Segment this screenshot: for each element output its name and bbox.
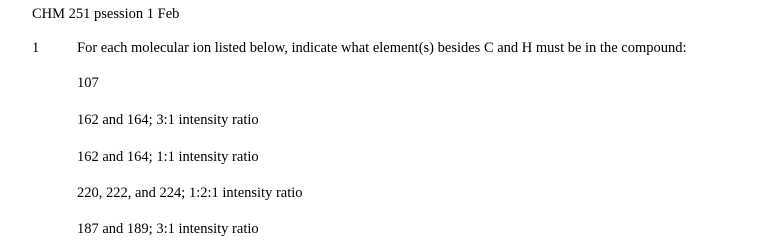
list-item: 187 and 189; 3:1 intensity ratio: [77, 221, 259, 237]
question-text: For each molecular ion listed below, indicate what element(s) besides C and H must be in the compound:: [77, 40, 687, 56]
question-number: 1: [32, 40, 40, 56]
list-item: 162 and 164; 1:1 intensity ratio: [77, 149, 259, 165]
list-item: 162 and 164; 3:1 intensity ratio: [77, 112, 259, 128]
list-item: 107: [77, 75, 99, 91]
list-item: 220, 222, and 224; 1:2:1 intensity ratio: [77, 185, 303, 201]
document-header: CHM 251 psession 1 Feb: [32, 6, 180, 22]
